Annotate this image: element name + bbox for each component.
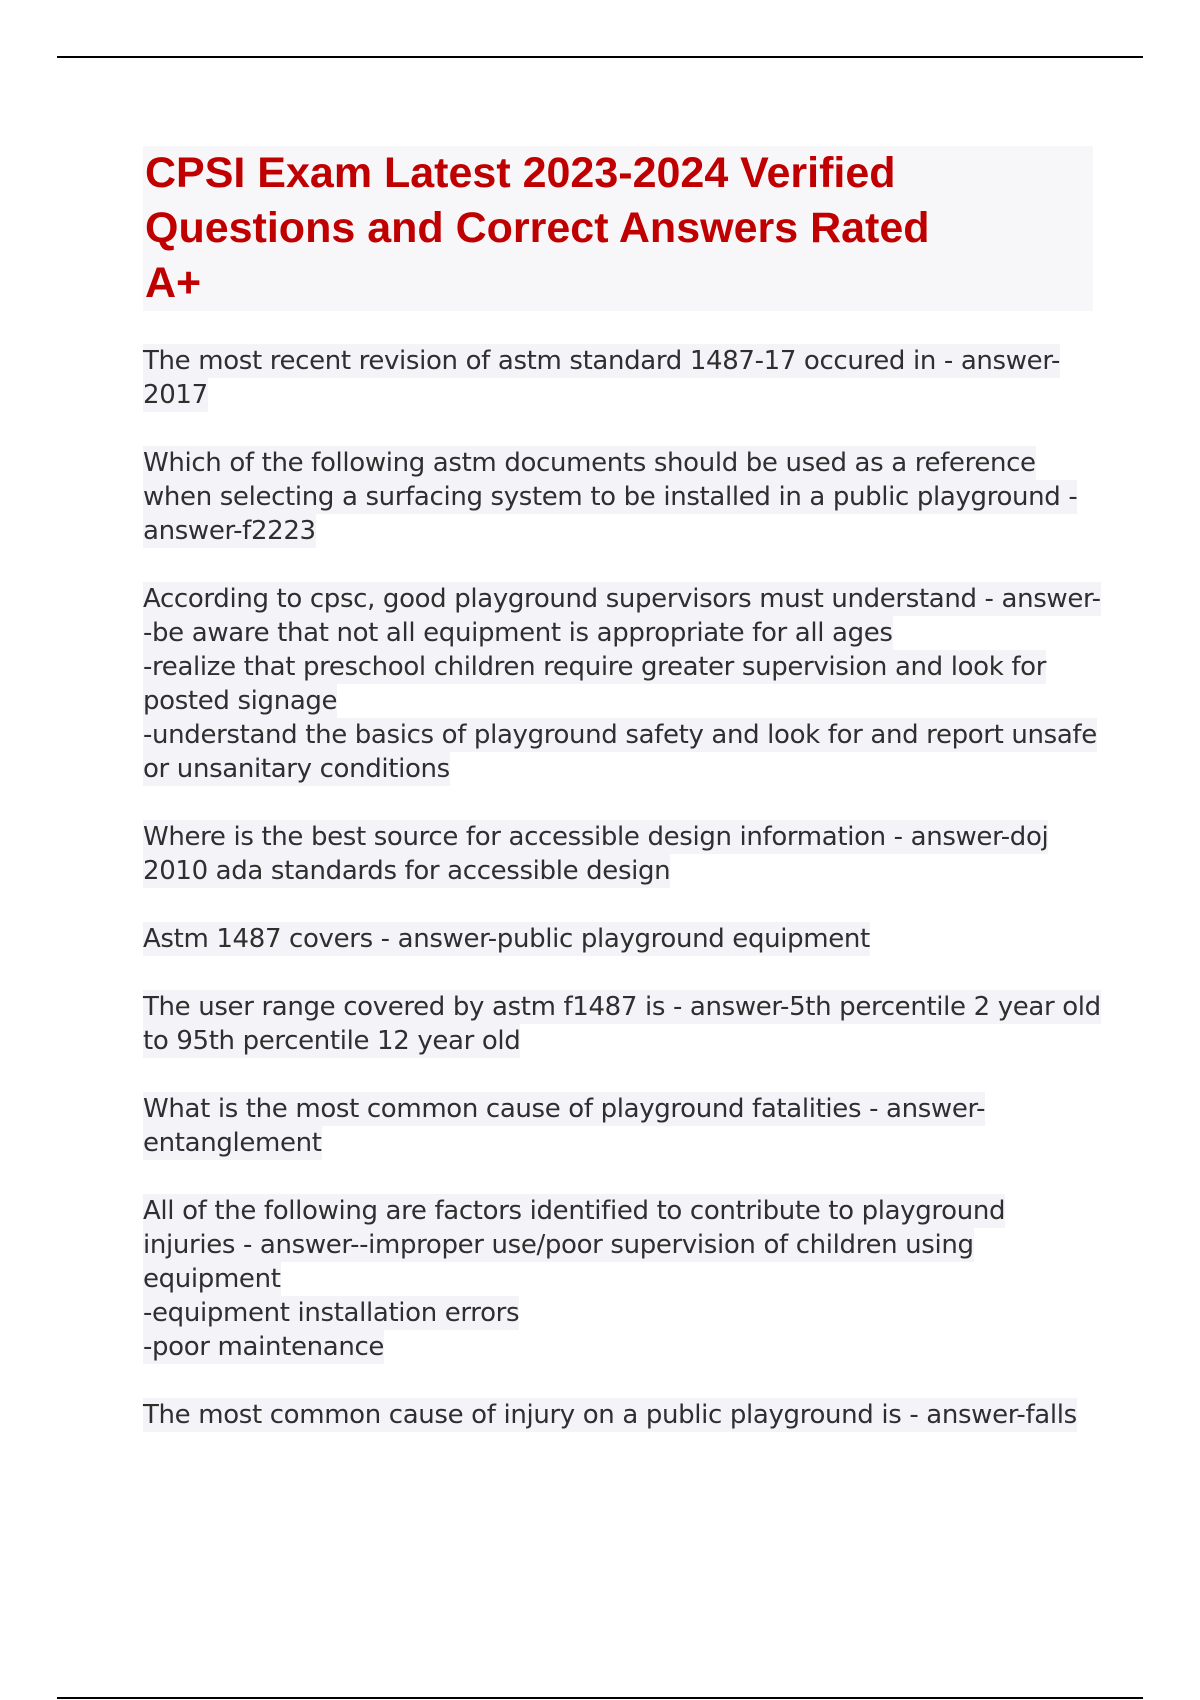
qa-item [143, 820, 1093, 888]
qa-item [143, 582, 1101, 786]
qa-line: -realize that preschool children require greater supervision and look for [143, 652, 1047, 682]
qa-line: -be aware that not all equipment is appropriate for all ages [143, 618, 893, 648]
qa-line: All of the following are factors identified to contribute to playground [143, 1196, 1006, 1226]
qa-line: Where is the best source for accessible design information - answer-doj [143, 822, 1049, 852]
qa-line: -equipment installation errors [143, 1298, 520, 1328]
qa-line: 2017 [143, 380, 208, 410]
qa-line: According to cpsc, good playground supervisors must understand - answer- [143, 584, 1101, 614]
title-line: A+ [145, 259, 202, 307]
qa-line: The user range covered by astm f1487 is - answer-5th percentile 2 year old [143, 992, 1101, 1022]
document-title [143, 146, 1093, 311]
qa-item [143, 344, 1093, 412]
qa-line: Astm 1487 covers - answer-public playground equipment [143, 924, 870, 954]
qa-line: or unsanitary conditions [143, 754, 450, 784]
qa-line: to 95th percentile 12 year old [143, 1026, 521, 1056]
qa-line: answer-f2223 [143, 516, 316, 546]
qa-line: -poor maintenance [143, 1332, 385, 1362]
qa-item [143, 990, 1101, 1058]
top-rule [57, 56, 1143, 58]
qa-line: entanglement [143, 1128, 322, 1158]
qa-item [143, 1398, 1093, 1432]
qa-line: posted signage [143, 686, 338, 716]
bottom-rule [57, 1697, 1143, 1699]
qa-line: injuries - answer--improper use/poor supervision of children using [143, 1230, 974, 1260]
qa-list [143, 344, 1101, 1432]
qa-line: when selecting a surfacing system to be installed in a public playground - [143, 482, 1078, 512]
qa-line: Which of the following astm documents should be used as a reference [143, 448, 1036, 478]
qa-item [143, 1092, 1093, 1160]
qa-item [143, 446, 1093, 548]
qa-line: equipment [143, 1264, 281, 1294]
qa-line: 2010 ada standards for accessible design [143, 856, 671, 886]
qa-line: The most recent revision of astm standard 1487-17 occured in - answer- [143, 346, 1061, 376]
qa-item [143, 922, 1093, 956]
qa-line: What is the most common cause of playground fatalities - answer- [143, 1094, 986, 1124]
title-line: CPSI Exam Latest 2023-2024 Verified [145, 149, 896, 197]
qa-line: The most common cause of injury on a public playground is - answer-falls [143, 1400, 1077, 1430]
qa-item [143, 1194, 1093, 1364]
title-line: Questions and Correct Answers Rated [145, 204, 930, 252]
qa-line: -understand the basics of playground safety and look for and report unsafe [143, 720, 1097, 750]
document-body [143, 146, 1101, 1466]
